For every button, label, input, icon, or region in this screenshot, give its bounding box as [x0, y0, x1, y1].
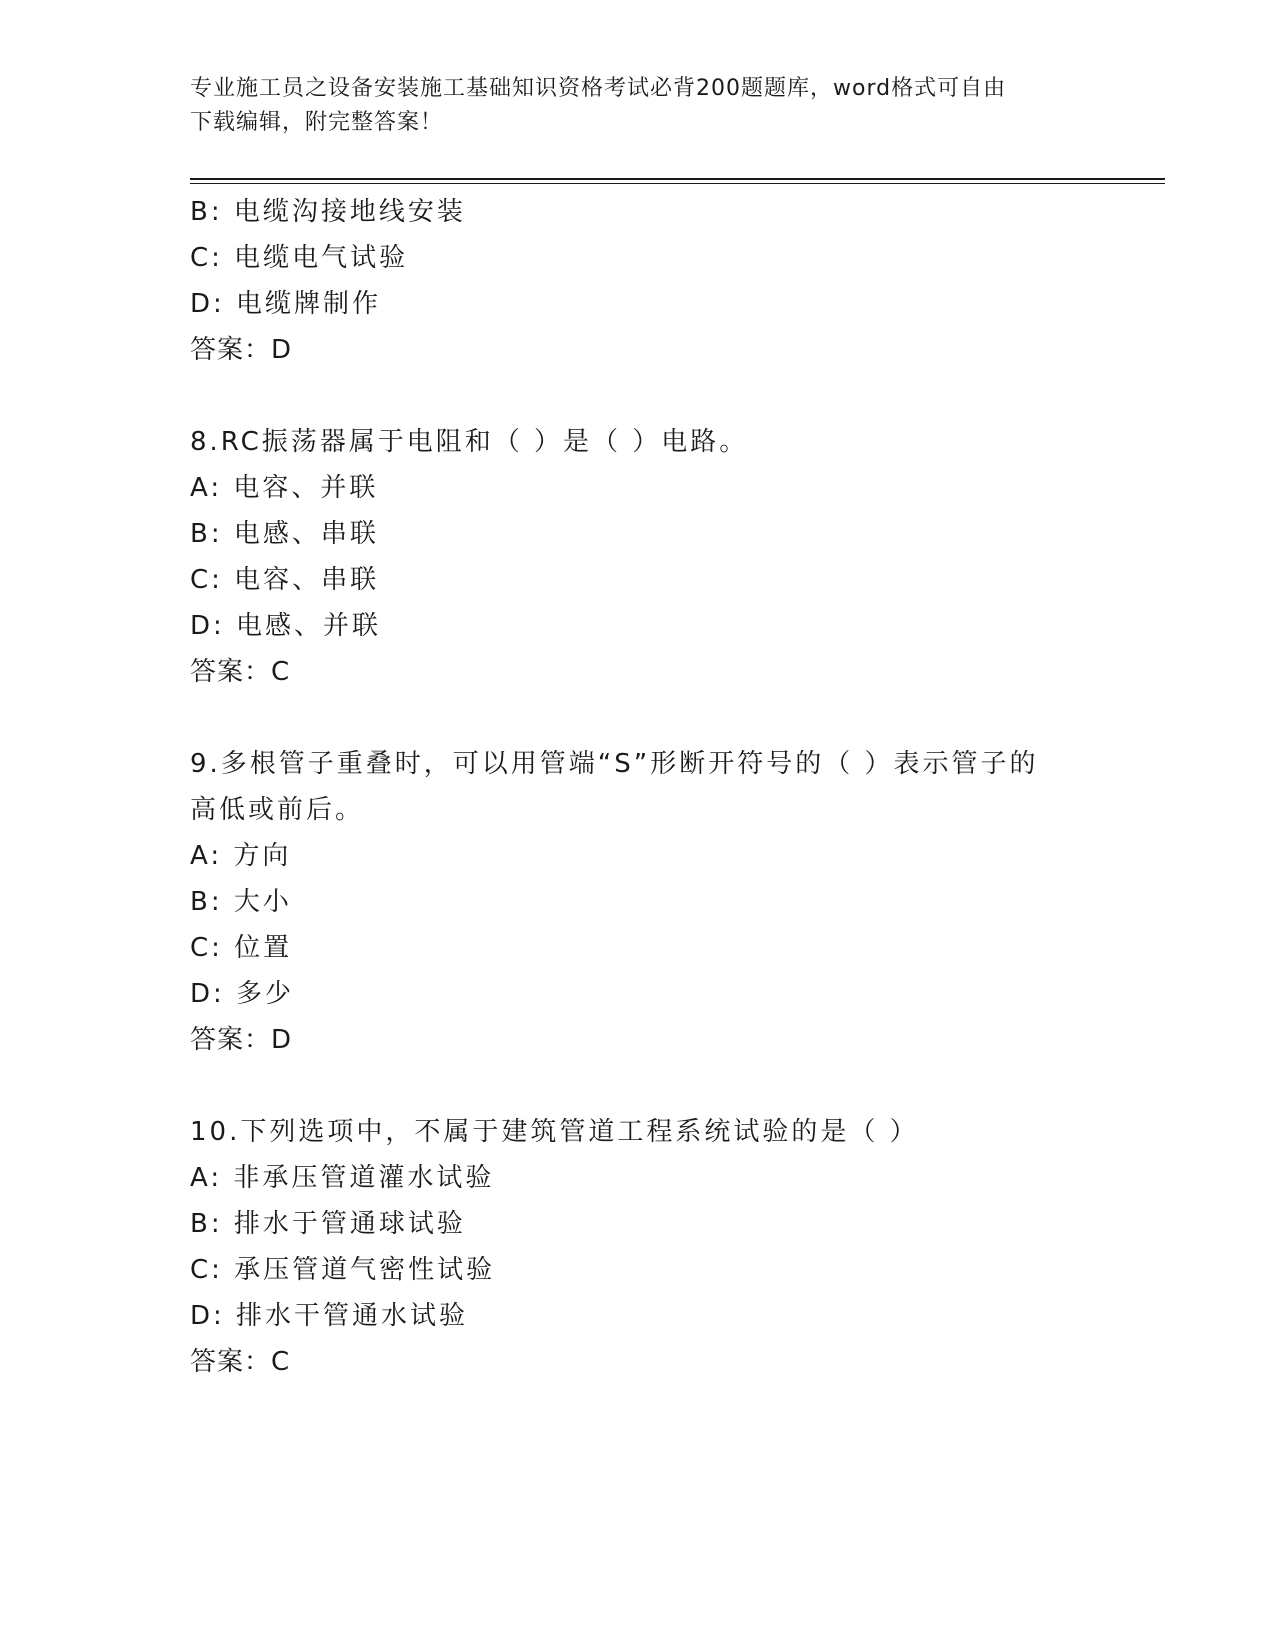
- option-c: C: 位置: [190, 933, 293, 963]
- option-c: C: 电容、串联: [190, 565, 380, 595]
- question-stem: 9.多根管子重叠时，可以用管端“S”形断开符号的（ ）表示管子的: [190, 749, 1039, 779]
- question-block-7: [190, 189, 1090, 373]
- spacer: [190, 1063, 1090, 1109]
- option-b: B: 大小: [190, 887, 292, 917]
- question-stem: 8.RC振荡器属于电阻和（ ）是（ ）电路。: [190, 427, 749, 457]
- question-block-9: [190, 741, 1090, 1063]
- answer-line: 答案：D: [190, 1025, 293, 1055]
- header-line-2: 下载编辑，附完整答案！: [190, 110, 444, 135]
- question-block-10: [190, 1109, 1090, 1385]
- option-c: C: 承压管道气密性试验: [190, 1255, 496, 1285]
- answer-line: 答案：D: [190, 335, 293, 365]
- answer-line: 答案：C: [190, 657, 291, 687]
- option-a: A: 电容、并联: [190, 473, 379, 503]
- option-b: B: 排水于管通球试验: [190, 1209, 466, 1239]
- option-d: D: 多少: [190, 979, 295, 1009]
- option-d: D: 电感、并联: [190, 611, 382, 641]
- spacer: [190, 373, 1090, 419]
- question-block-8: [190, 419, 1090, 695]
- header-divider-thick: [190, 178, 1165, 180]
- question-stem-continued: 高低或前后。: [190, 795, 365, 825]
- option-a: A: 方向: [190, 841, 292, 871]
- option-d: D: 排水干管通水试验: [190, 1301, 469, 1331]
- option-c: C: 电缆电气试验: [190, 243, 409, 273]
- question-list: [190, 189, 1090, 1385]
- option-d: D: 电缆牌制作: [190, 289, 382, 319]
- header-line-1: 专业施工员之设备安装施工基础知识资格考试必背200题题库，word格式可自由: [190, 76, 1007, 101]
- question-stem: 10.下列选项中，不属于建筑管道工程系统试验的是（ ）: [190, 1117, 919, 1147]
- answer-line: 答案：C: [190, 1347, 291, 1377]
- spacer: [190, 695, 1090, 741]
- document-header: [190, 72, 1090, 140]
- header-divider-thin: [190, 183, 1165, 184]
- option-b: B: 电感、串联: [190, 519, 379, 549]
- option-a: A: 非承压管道灌水试验: [190, 1163, 495, 1193]
- option-b: B: 电缆沟接地线安装: [190, 197, 466, 227]
